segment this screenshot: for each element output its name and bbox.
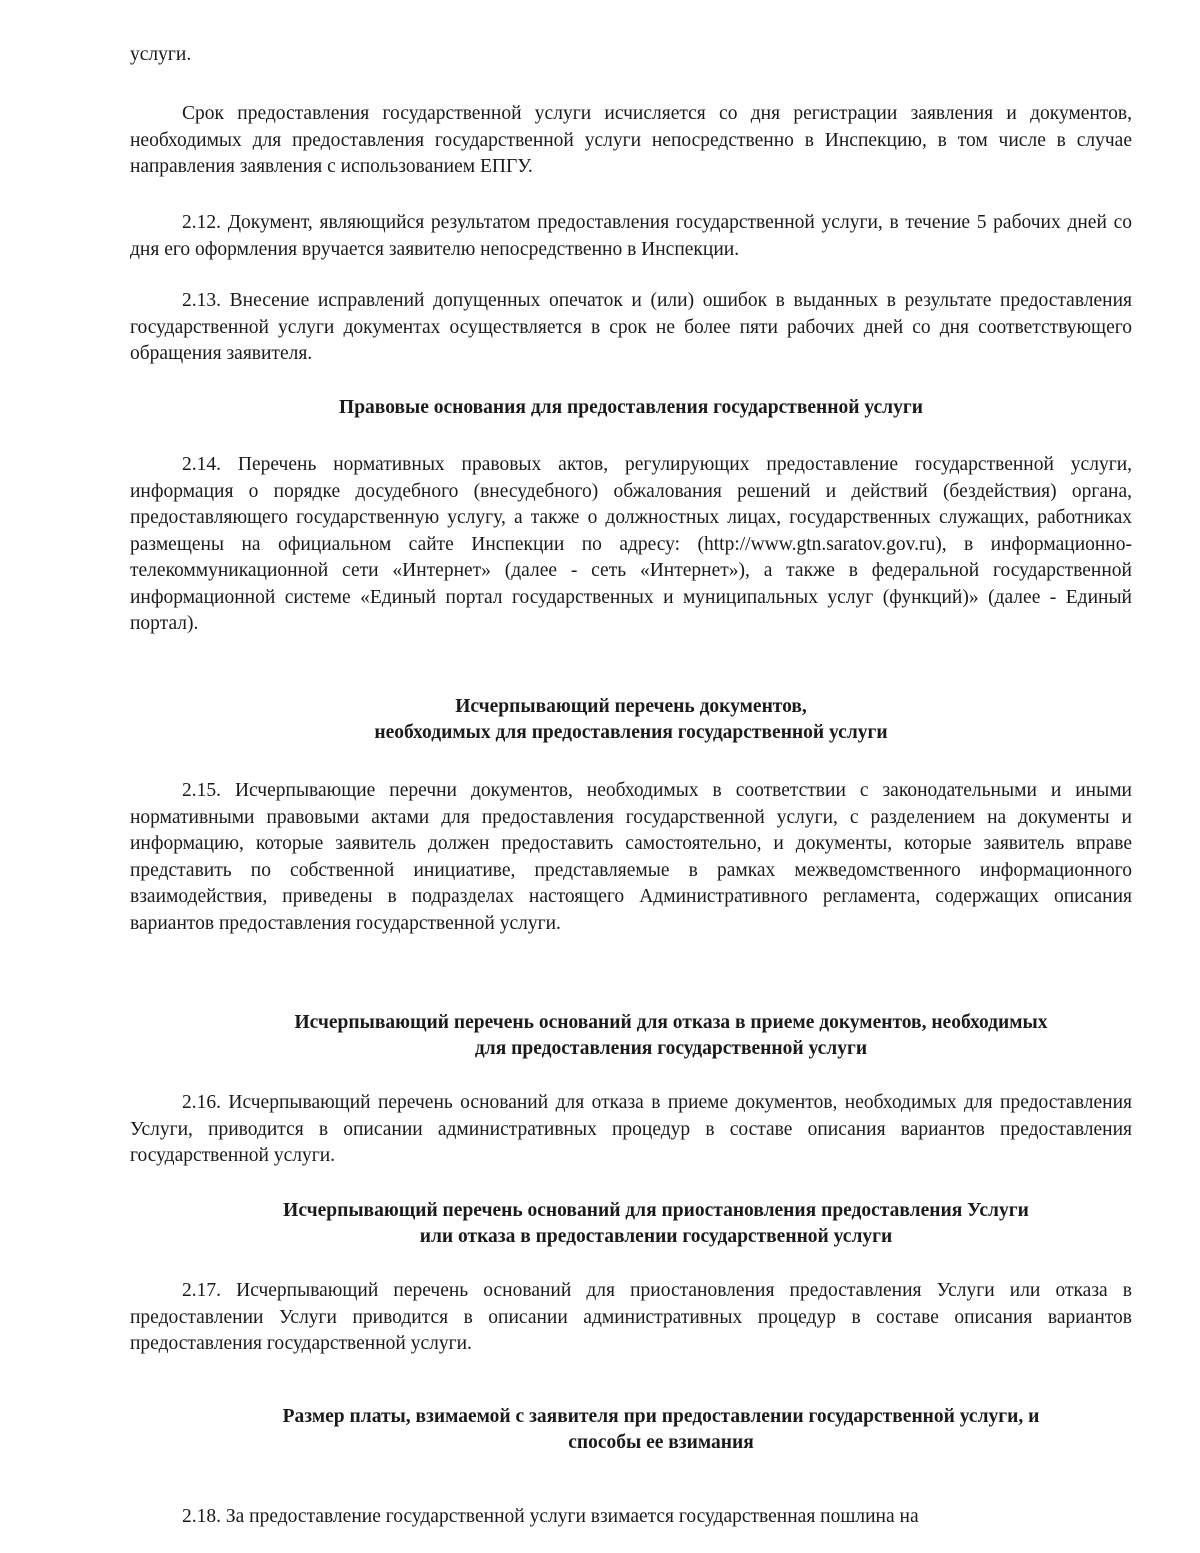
heading-suspension-line-1: Исчерпывающий перечень оснований для приостановления предоставления Услуги <box>283 1200 1029 1221</box>
heading-suspension-line-2: или отказа в предоставлении государственной услуги <box>419 1226 893 1247</box>
heading-fee-line-1: Размер платы, взимаемой с заявителя при предоставлении государственной услуги, и <box>282 1406 1040 1427</box>
paragraph-2-12: 2.12. Документ, являющийся результатом предоставления государственной услуги, в течение 5 рабочих дней со дня его оформления вручается заявителю непосредственно в Инспекции. <box>130 212 1132 260</box>
paragraph-2-17: 2.17. Исчерпывающий перечень оснований для приостановления предоставления Услуги или отказа в предоставлении Услуги приводится в описании административных процедур в составе описания вариантов предоставления государственной услуги. <box>130 1280 1132 1354</box>
heading-legal-grounds: Правовые основания для предоставления государственной услуги <box>339 397 923 418</box>
heading-documents-line-1: Исчерпывающий перечень документов, <box>455 696 807 717</box>
top-fragment: услуги. <box>130 44 192 65</box>
heading-fee-line-2: способы ее взимания <box>568 1432 754 1453</box>
paragraph-2-14: 2.14. Перечень нормативных правовых актов, регулирующих предоставление государственной услуги, информация о порядке досудебного (внесудебного) обжалования решений и действий (бездействия) органа, предоставляющего государственную услугу, а также о должностных лицах, государственных служащих, работниках размещены на официальном сайте Инспекции по адресу: (http://www.gtn.saratov.gov.ru), в информационно-телекоммуникационной сети «Интернет» (далее - сеть «Интернет»), а также в федеральной государственной информационной системе «Единый портал государственных и муниципальных услуг (функций)» (далее - Единый портал). <box>130 454 1132 634</box>
heading-refusal-acceptance-line-2: для предоставления государственной услуги <box>474 1038 868 1059</box>
heading-documents-line-2: необходимых для предоставления государственной услуги <box>374 722 888 743</box>
paragraph-2-16: 2.16. Исчерпывающий перечень оснований для отказа в приеме документов, необходимых для предоставления Услуги, приводится в описании административных процедур в составе описания вариантов предоставления государственной услуги. <box>130 1092 1132 1166</box>
paragraph-2-15: 2.15. Исчерпывающие перечни документов, необходимых в соответствии с законодательными и иными нормативными правовыми актами для предоставления государственной услуги, с разделением на документы и информацию, которые заявитель должен предоставить самостоятельно, и документы, которые заявитель вправе представить по собственной инициативе, представляемые в рамках межведомственного информационного взаимодействия, приведены в подразделах настоящего Административного регламента, содержащих описания вариантов предоставления государственной услуги. <box>130 780 1132 934</box>
paragraph-2-13: 2.13. Внесение исправлений допущенных опечаток и (или) ошибок в выданных в результате предоставления государственной услуги документах осуществляется в срок не более пяти рабочих дней со дня соответствующего обращения заявителя. <box>130 290 1132 364</box>
paragraph-2-18: 2.18. За предоставление государственной услуги взимается государственная пошлина на <box>182 1506 919 1527</box>
paragraph-term-calculation: Срок предоставления государственной услуги исчисляется со дня регистрации заявления и документов, необходимых для предоставления государственной услуги непосредственно в Инспекцию, в том числе в случае направления заявления с использованием ЕПГУ. <box>130 103 1132 177</box>
heading-refusal-acceptance-line-1: Исчерпывающий перечень оснований для отказа в приеме документов, необходимых <box>294 1012 1048 1033</box>
